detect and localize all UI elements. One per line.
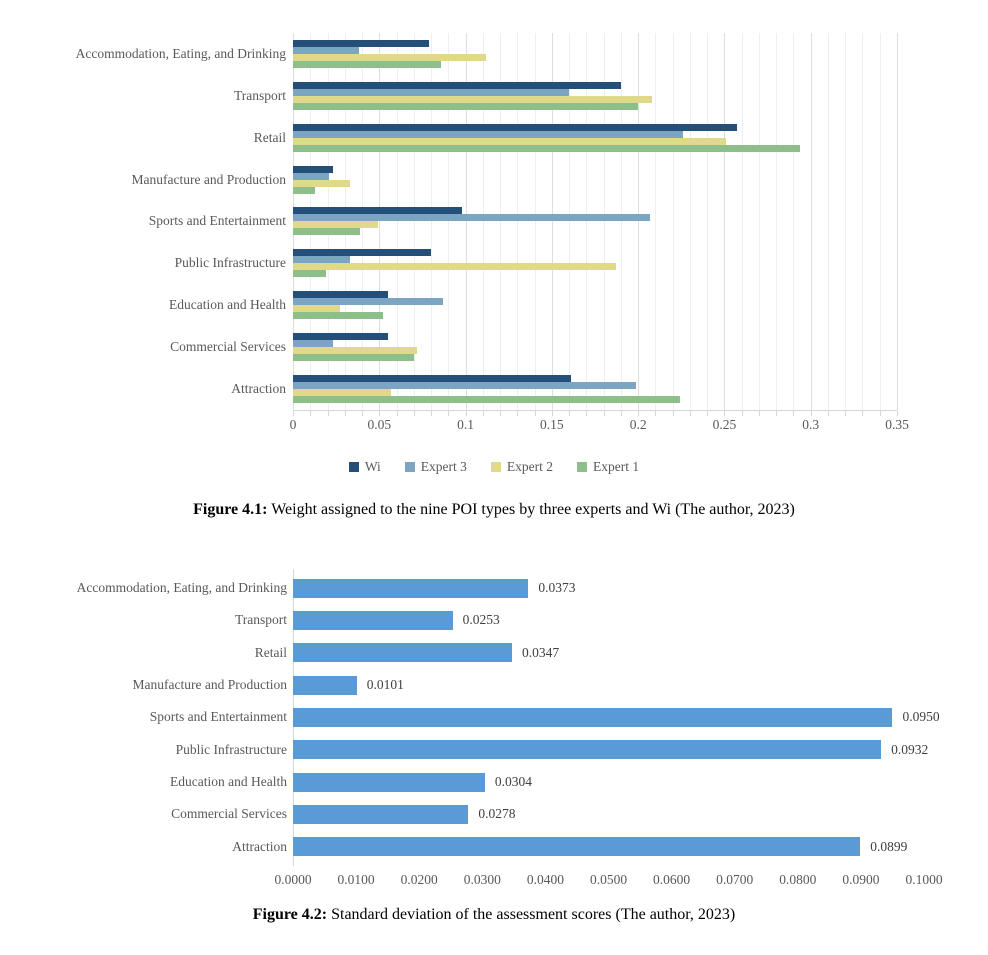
axis-tick-mark [431,411,432,416]
legend-swatch-expert-3 [405,462,415,472]
x-tick-label: 0.05 [367,417,392,432]
bar-row-8 [0,798,988,830]
axis-tick-mark [828,411,829,416]
bar-wi [293,166,333,173]
bar-expert-3 [293,214,650,221]
axis-tick-mark [293,411,294,416]
axis-tick-mark [500,411,501,416]
bar-expert-1 [293,312,383,319]
axis-tick-mark [310,411,311,416]
axis-tick-mark [328,411,329,416]
bar-group-2 [293,75,897,117]
legend-label-expert-2: Expert 2 [506,459,554,474]
bar-group-3 [293,117,897,159]
x-tick-label: 0.0100 [337,872,375,887]
axis-tick-mark [690,411,691,416]
bar-row-4 [0,669,988,701]
bar-expert-3 [293,382,636,389]
figure-4-1-caption-label: Figure 4.1: [193,501,268,518]
category-label: Transport [234,612,287,628]
bar-with-value [293,837,907,856]
x-tick-label: 0.1 [457,417,474,432]
x-tick-label: 0.3 [802,417,820,432]
value-label: 0.0101 [366,677,404,693]
figure-4-2-caption-text: Standard deviation of the assessment scores (The author, 2023) [327,906,736,923]
category-label: Transport [233,87,286,103]
bar-group-8 [293,326,897,368]
axis-tick-mark [397,411,398,416]
bar-wi [293,291,388,298]
bar [293,837,860,856]
bar-expert-1 [293,61,441,68]
value-label: 0.0304 [494,774,532,790]
category-label: Commercial Services [171,806,287,822]
bar-with-value [293,643,559,662]
x-tick-label: 0.35 [885,417,909,432]
bar-wi [293,333,388,340]
value-label: 0.0347 [521,644,560,660]
bar-row-6 [0,734,988,766]
bar-row-9 [0,831,988,863]
category-label: Manufacture and Production [132,677,287,693]
bar [293,643,512,662]
category-label: Sports and Entertainment [148,213,286,229]
figure-4-1-category-labels [0,33,286,410]
x-tick-label: 0.0200 [400,872,438,887]
bar [293,579,528,598]
bar-expert-1 [293,187,315,194]
axis-tick-mark [707,411,708,416]
axis-tick-mark [621,411,622,416]
bar-with-value [293,579,575,598]
bar-expert-3 [293,47,359,54]
axis-tick-mark [517,411,518,416]
figure-4-1-caption [0,501,988,519]
bar-row-3 [0,637,988,669]
bar-row-1 [0,572,988,604]
bar-expert-3 [293,131,683,138]
bar-expert-1 [293,103,638,110]
bar-expert-1 [293,396,680,403]
bar-row-5 [0,701,988,733]
x-tick-label: 0.0000 [274,872,312,887]
bar-expert-2 [293,138,726,145]
bar-expert-1 [293,354,414,361]
legend-label-expert-1: Expert 1 [593,459,640,474]
category-label: Retail [254,644,287,660]
bar [293,708,892,727]
axis-tick-mark [535,411,536,416]
figure-4-1-x-axis [289,417,943,435]
x-tick-label: 0.0400 [526,872,564,887]
axis-tick-mark [655,411,656,416]
axis-tick-mark [673,411,674,416]
bar-expert-2 [293,347,417,354]
bar-wi [293,375,571,382]
bar-wi [293,124,737,131]
value-label: 0.0950 [902,709,940,725]
value-label: 0.0932 [891,741,929,757]
category-label: Sports and Entertainment [149,709,287,725]
axis-tick-mark [586,411,587,416]
figure-4-1-plot-area [293,33,897,411]
bar-row-7 [0,766,988,798]
x-tick-label: 0.1000 [905,872,943,887]
bar-wi [293,40,429,47]
axis-tick-mark [448,411,449,416]
value-label: 0.0278 [478,806,516,822]
bar-group-5 [293,201,897,243]
bar-expert-3 [293,173,329,180]
bar-expert-3 [293,256,350,263]
axis-tick-mark [811,411,812,416]
axis-tick-mark [362,411,363,416]
bar [293,676,357,695]
x-tick-label: 0.0500 [589,872,628,887]
legend-item-expert-2 [491,459,553,475]
bar-wi [293,82,621,89]
bar-expert-1 [293,228,360,235]
bar-expert-2 [293,54,486,61]
figure-4-2-caption [0,906,988,924]
bar-wi [293,207,462,214]
legend-item-wi [349,459,381,475]
legend-label-wi: Wi [364,459,381,474]
legend-label-expert-3: Expert 3 [420,459,467,474]
bar-expert-3 [293,89,569,96]
bar-expert-2 [293,96,652,103]
x-tick-label: 0.0600 [653,872,691,887]
axis-tick-mark [793,411,794,416]
axis-tick-mark [845,411,846,416]
category-label: Education and Health [170,774,287,790]
bar [293,740,881,759]
bar-expert-1 [293,145,800,152]
bar-wi [293,249,431,256]
axis-tick-mark [604,411,605,416]
bar-with-value [293,805,516,824]
bar [293,611,453,630]
category-label: Attraction [231,381,286,397]
x-tick-label: 0.15 [540,417,564,432]
axis-tick-mark [379,411,380,416]
bar-group-9 [293,368,897,410]
x-tick-label: 0.0800 [779,872,817,887]
value-label: 0.0253 [462,612,500,628]
gridline [897,33,898,410]
figure-4-2-caption-label: Figure 4.2: [252,906,328,923]
legend-swatch-wi [349,462,359,472]
bar-group-1 [293,33,897,75]
legend-swatch-expert-2 [491,462,501,472]
figure-4-2-plot-area [0,572,988,863]
bar-with-value [293,708,940,727]
axis-tick-mark [742,411,743,416]
category-label: Public Infrastructure [174,255,286,271]
axis-tick-mark [345,411,346,416]
category-label: Attraction [232,838,287,854]
category-label: Public Infrastructure [175,741,287,757]
x-tick-label: 0.0300 [463,872,501,887]
axis-tick-mark [414,411,415,416]
legend-item-expert-1 [577,459,639,475]
bar-expert-2 [293,180,350,187]
bar-expert-3 [293,340,333,347]
axis-tick-mark [483,411,484,416]
bar-expert-2 [293,221,378,228]
category-label: Retail [253,129,286,145]
bar-group-7 [293,284,897,326]
category-label: Commercial Services [170,339,286,355]
figure-4-2-x-axis [274,872,973,890]
x-tick-label: 0.25 [712,417,737,432]
bar-expert-2 [293,263,616,270]
axis-tick-mark [880,411,881,416]
bar-with-value [293,611,500,630]
category-label: Manufacture and Production [131,171,286,187]
x-tick-label: 0.0900 [842,872,880,887]
axis-tick-mark [569,411,570,416]
axis-tick-mark [897,411,898,416]
legend-swatch-expert-1 [577,462,587,472]
axis-tick-mark [724,411,725,416]
value-label: 0.0899 [870,838,908,854]
axis-tick-mark [552,411,553,416]
bar-with-value [293,676,404,695]
bar-row-2 [0,604,988,636]
axis-tick-mark [638,411,639,416]
category-label: Accommodation, Eating, and Drinking [75,45,286,61]
x-tick-label: 0.2 [629,417,647,432]
axis-tick-mark [759,411,760,416]
bar-expert-2 [293,389,391,396]
bar-expert-3 [293,298,443,305]
bar-group-4 [293,159,897,201]
bar-expert-1 [293,270,326,277]
axis-tick-mark [862,411,863,416]
legend-item-expert-3 [405,459,467,475]
value-label: 0.0373 [538,580,576,596]
bar [293,805,468,824]
x-tick-label: 0.0700 [716,872,754,887]
bar-with-value [293,773,532,792]
bar-group-6 [293,242,897,284]
axis-tick-mark [466,411,467,416]
figure-4-1-caption-text: Weight assigned to the nine POI types by three experts and Wi (The author, 2023) [267,501,795,518]
axis-tick-mark [776,411,777,416]
category-label: Accommodation, Eating, and Drinking [76,580,287,596]
x-tick-label: 0 [289,417,297,432]
bar [293,773,485,792]
bar-expert-2 [293,305,340,312]
bar-with-value [293,740,928,759]
figure-4-1-legend [0,459,988,475]
category-label: Education and Health [169,297,286,313]
